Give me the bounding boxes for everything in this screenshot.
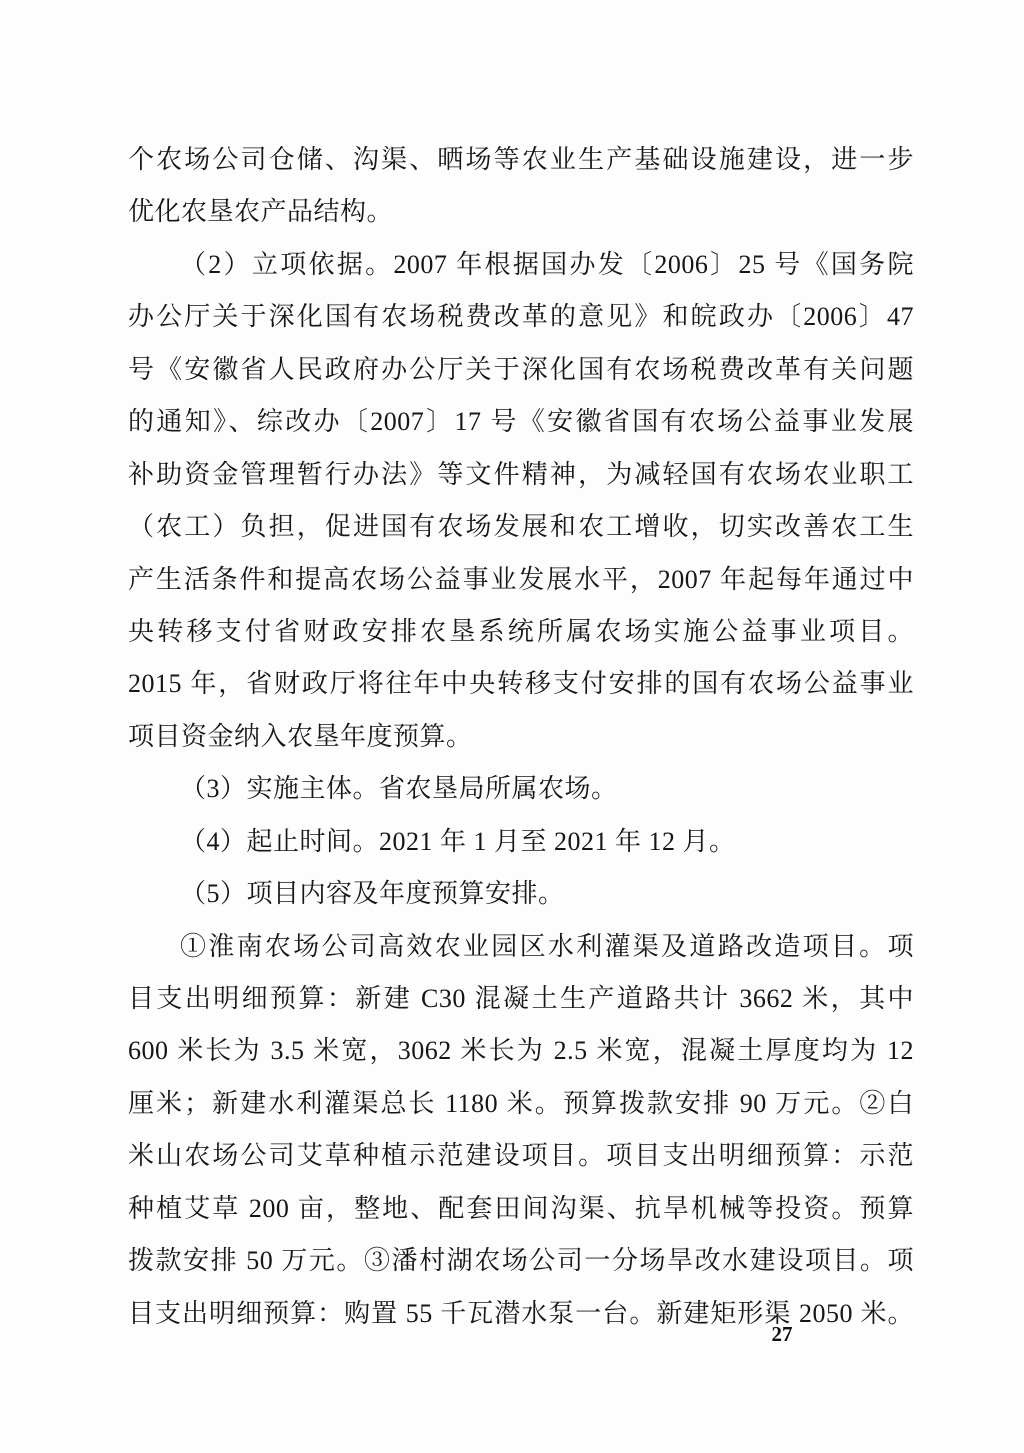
text-line: 补助资金管理暂行办法》等文件精神，为减轻国有农场农业职工 [128, 459, 914, 489]
text-line: 目支出明细预算：新建 C30 混凝土生产道路共计 3662 米，其中 [128, 984, 914, 1013]
text-line: ①淮南农场公司高效农业园区水利灌渠及道路改造项目。项 [180, 931, 914, 961]
text-line: 项目资金纳入农垦年度预算。 [128, 721, 473, 751]
text-line: 目支出明细预算：购置 55 千瓦潜水泵一台。新建矩形渠 2050 米。 [128, 1298, 914, 1328]
text-line: 600 米长为 3.5 米宽，3062 米长为 2.5 米宽，混凝土厚度均为 12 [128, 1036, 914, 1066]
page-number: 27 [771, 1322, 793, 1346]
text-line: 拨款安排 50 万元。③潘村湖农场公司一分场旱改水建设项目。项 [128, 1246, 914, 1276]
text-line: 央转移支付省财政安排农垦系统所属农场实施公益事业项目。 [128, 616, 914, 646]
text-line: 米山农场公司艾草种植示范建设项目。项目支出明细预算：示范 [128, 1141, 914, 1171]
text-line: 办公厅关于深化国有农场税费改革的意见》和皖政办〔2006〕47 [128, 302, 914, 332]
text-line: （5）项目内容及年度预算安排。 [180, 879, 565, 909]
text-line: （4）起止时间。2021 年 1 月至 2021 年 12 月。 [180, 826, 736, 856]
body-text [128, 134, 914, 1340]
text-line: （3）实施主体。省农垦局所属农场。 [180, 774, 618, 804]
text-line: 号《安徽省人民政府办公厅关于深化国有农场税费改革有关问题 [128, 354, 914, 384]
text-line: 产生活条件和提高农场公益事业发展水平，2007 年起每年通过中 [128, 564, 914, 594]
text-line: （2）立项依据。2007 年根据国办发〔2006〕25 号《国务院 [180, 249, 914, 279]
text-line: 个农场公司仓储、沟渠、晒场等农业生产基础设施建设，进一步 [128, 145, 914, 174]
text-line: 2015 年，省财政厅将往年中央转移支付安排的国有农场公益事业 [128, 669, 914, 699]
text-line: 优化农垦农产品结构。 [128, 197, 394, 227]
text-line: （农工）负担，促进国有农场发展和农工增收，切实改善农工生 [128, 512, 914, 542]
text-line: 种植艾草 200 亩，整地、配套田间沟渠、抗旱机械等投资。预算 [128, 1193, 914, 1223]
text-line: 的通知》、综改办〔2007〕17 号《安徽省国有农场公益事业发展 [128, 407, 914, 437]
text-line: 厘米；新建水利灌渠总长 1180 米。预算拨款安排 90 万元。②白 [128, 1088, 914, 1118]
